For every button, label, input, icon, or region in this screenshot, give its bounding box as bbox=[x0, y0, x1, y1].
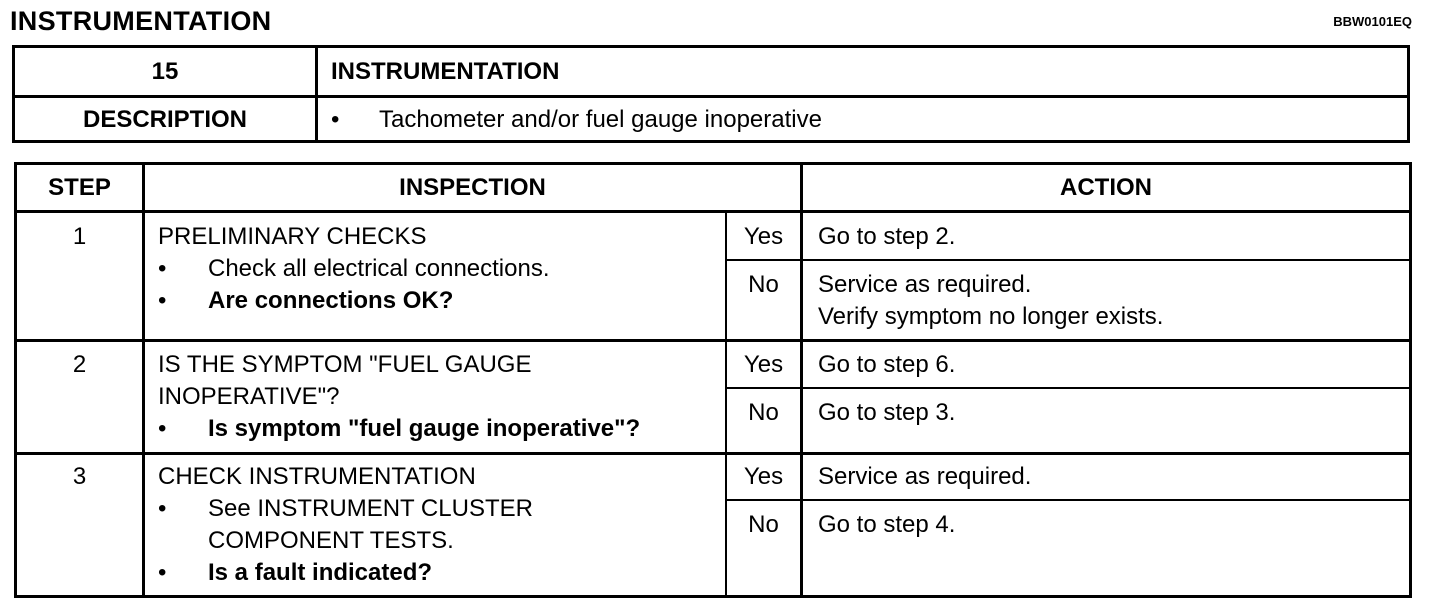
yes-no-divider-3 bbox=[727, 499, 1409, 501]
inspection-heading: IS THE SYMPTOM "FUEL GAUGE bbox=[158, 351, 532, 378]
step-number: 3 bbox=[72, 463, 87, 490]
diagnostic-table bbox=[14, 162, 1412, 598]
description-text: Tachometer and/or fuel gauge inoperative bbox=[379, 106, 822, 133]
header-divider-vertical bbox=[315, 48, 318, 140]
bullet-marker: • bbox=[158, 495, 167, 522]
section-number: 15 bbox=[151, 58, 179, 85]
col-divider-action bbox=[800, 165, 803, 595]
header-table bbox=[12, 45, 1410, 143]
no-label: No bbox=[748, 399, 779, 426]
yes-action: Go to step 2. bbox=[818, 223, 956, 250]
yes-no-divider-2 bbox=[727, 387, 1409, 389]
header-row-divider bbox=[17, 210, 1409, 213]
no-action: Go to step 3. bbox=[818, 399, 956, 426]
row-divider-2 bbox=[17, 452, 1409, 455]
inspection-heading: INOPERATIVE"? bbox=[158, 383, 340, 410]
yes-no-divider-1 bbox=[727, 259, 1409, 261]
header-divider-horizontal bbox=[15, 95, 1407, 98]
no-label: No bbox=[748, 511, 779, 538]
inspection-bullet: COMPONENT TESTS. bbox=[208, 527, 454, 554]
col-divider-step bbox=[142, 165, 145, 595]
page-title: INSTRUMENTATION bbox=[10, 6, 272, 36]
inspection-bullet: Check all electrical connections. bbox=[208, 255, 550, 282]
no-action: Verify symptom no longer exists. bbox=[818, 303, 1164, 330]
no-action: Service as required. bbox=[818, 271, 1032, 298]
yes-label: Yes bbox=[743, 463, 784, 490]
step-number: 2 bbox=[72, 351, 87, 378]
column-header-step: STEP bbox=[48, 174, 111, 201]
no-action: Go to step 4. bbox=[818, 511, 956, 538]
step-number: 1 bbox=[72, 223, 87, 250]
no-label: No bbox=[748, 271, 779, 298]
description-bullet: • bbox=[331, 106, 340, 133]
inspection-question: Are connections OK? bbox=[208, 287, 454, 314]
yes-action: Go to step 6. bbox=[818, 351, 956, 378]
bullet-marker: • bbox=[158, 287, 167, 314]
inspection-question: Is a fault indicated? bbox=[208, 559, 433, 586]
document-code: BBW0101EQ bbox=[1333, 14, 1412, 29]
bullet-marker: • bbox=[158, 559, 167, 586]
yes-label: Yes bbox=[743, 351, 784, 378]
section-name: INSTRUMENTATION bbox=[331, 58, 560, 85]
yes-action: Service as required. bbox=[818, 463, 1032, 490]
yes-label: Yes bbox=[743, 223, 784, 250]
column-header-action: ACTION bbox=[1060, 174, 1152, 201]
row-divider-1 bbox=[17, 339, 1409, 342]
description-label: DESCRIPTION bbox=[82, 106, 247, 133]
column-header-inspection: INSPECTION bbox=[399, 174, 546, 201]
bullet-marker: • bbox=[158, 415, 167, 442]
inspection-heading: PRELIMINARY CHECKS bbox=[158, 223, 427, 250]
inspection-question: Is symptom "fuel gauge inoperative"? bbox=[208, 415, 641, 442]
inspection-heading: CHECK INSTRUMENTATION bbox=[158, 463, 476, 490]
bullet-marker: • bbox=[158, 255, 167, 282]
inspection-bullet: See INSTRUMENT CLUSTER bbox=[208, 495, 533, 522]
